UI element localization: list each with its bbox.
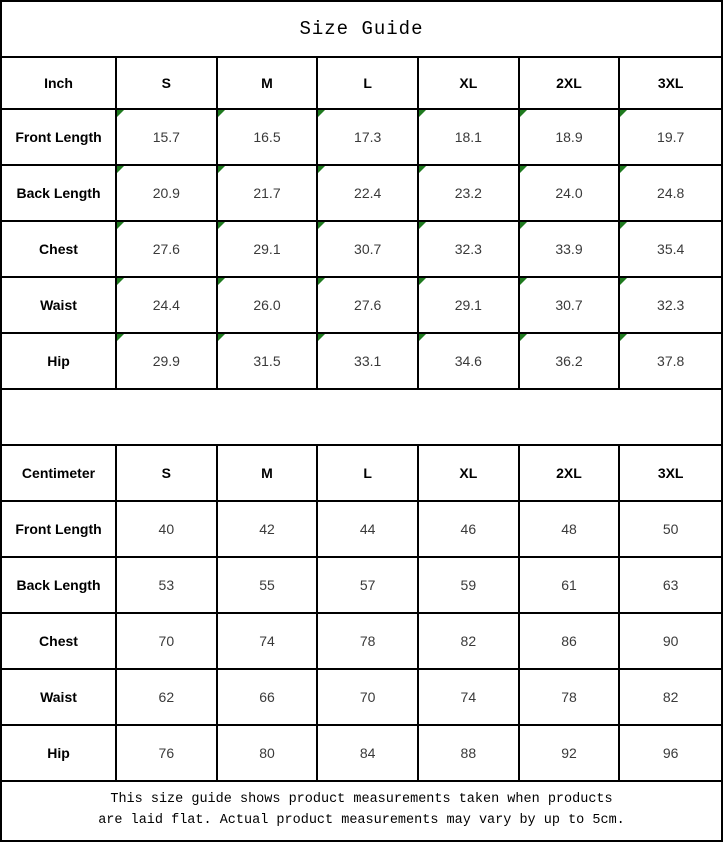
inch-unit-header-cell: Inch [2, 58, 117, 110]
inch-value: 30.7 [555, 297, 583, 313]
inch-value-cell [520, 334, 621, 390]
inch-value: 36.2 [555, 353, 583, 369]
cell-corner-flag-icon [318, 166, 325, 173]
cm-value: 70 [158, 633, 175, 649]
cm-value-cell [419, 614, 520, 670]
cm-value: 42 [259, 521, 275, 537]
cm-value-cell [117, 614, 218, 670]
inch-value: 19.7 [657, 129, 685, 145]
inch-value: 32.3 [657, 297, 685, 313]
cm-value: 96 [662, 745, 679, 761]
inch-value-cell [218, 278, 319, 334]
cell-corner-flag-icon [117, 110, 124, 117]
cm-value: 48 [561, 521, 577, 537]
cell-corner-flag-icon [318, 222, 325, 229]
inch-value: 29.1 [253, 241, 281, 257]
cm-row-label-chest: Chest [2, 614, 117, 670]
cell-corner-flag-icon [218, 334, 225, 341]
cell-corner-flag-icon [419, 278, 426, 285]
cm-value: 78 [359, 633, 376, 649]
inch-size-header-s: S [117, 58, 218, 110]
cell-corner-flag-icon [218, 222, 225, 229]
cell-corner-flag-icon [520, 334, 527, 341]
inch-value: 32.3 [454, 241, 482, 257]
cm-size-header-l: L [318, 446, 419, 502]
inch-value: 21.7 [253, 185, 281, 201]
footer-note [2, 782, 721, 840]
cell-corner-flag-icon [318, 110, 325, 117]
cell-corner-flag-icon [620, 334, 627, 341]
cm-value-cell [620, 558, 721, 614]
inch-row-label-back-length: Back Length [2, 166, 117, 222]
cm-value: 82 [662, 689, 679, 705]
cm-value: 80 [259, 745, 275, 761]
cm-value-cell [218, 726, 319, 782]
cm-value: 84 [359, 745, 376, 761]
cm-value-cell [318, 726, 419, 782]
inch-value-cell [318, 166, 419, 222]
inch-row-label-chest: Chest [2, 222, 117, 278]
inch-row-label-front-length: Front Length [2, 110, 117, 166]
cm-value: 63 [662, 577, 679, 593]
cm-value-cell [620, 726, 721, 782]
inch-value-cell [520, 166, 621, 222]
cm-value-cell [117, 726, 218, 782]
cell-corner-flag-icon [620, 166, 627, 173]
inch-value-cell [218, 166, 319, 222]
cm-value: 76 [158, 745, 175, 761]
cm-value: 78 [561, 689, 577, 705]
inch-value: 15.7 [152, 129, 180, 145]
cm-value-cell [218, 558, 319, 614]
cm-size-header-m: M [218, 446, 319, 502]
cm-value: 40 [158, 521, 175, 537]
cm-value: 46 [460, 521, 477, 537]
inch-value-cell [318, 278, 419, 334]
cm-value: 66 [259, 689, 275, 705]
table-spacer [2, 390, 721, 446]
cm-value-cell [419, 670, 520, 726]
cm-value-cell [620, 614, 721, 670]
cm-value: 53 [158, 577, 175, 593]
cell-corner-flag-icon [520, 278, 527, 285]
inch-value-cell [218, 334, 319, 390]
inch-value: 20.9 [152, 185, 180, 201]
inch-value-cell [620, 166, 721, 222]
inch-value-cell [419, 334, 520, 390]
cell-corner-flag-icon [520, 166, 527, 173]
cm-value: 62 [158, 689, 175, 705]
inch-value-cell [620, 222, 721, 278]
inch-value: 31.5 [253, 353, 281, 369]
inch-value: 26.0 [253, 297, 281, 313]
inch-value: 24.8 [657, 185, 685, 201]
cm-value-cell [419, 726, 520, 782]
inch-value: 29.1 [454, 297, 482, 313]
inch-value-cell [218, 110, 319, 166]
inch-value: 33.9 [555, 241, 583, 257]
cm-size-header-xl: XL [419, 446, 520, 502]
cell-corner-flag-icon [218, 166, 225, 173]
footer-note-line: This size guide shows product measurements taken when products [110, 792, 613, 808]
cell-corner-flag-icon [218, 110, 225, 117]
inch-value: 34.6 [454, 353, 482, 369]
inch-value-cell [218, 222, 319, 278]
inch-value: 37.8 [657, 353, 685, 369]
size-guide-title: Size Guide [2, 2, 721, 58]
cm-value-cell [318, 670, 419, 726]
cm-value-cell [318, 614, 419, 670]
cm-value: 88 [460, 745, 477, 761]
cm-value-cell [117, 670, 218, 726]
cm-value: 57 [359, 577, 376, 593]
inch-size-header-l: L [318, 58, 419, 110]
cm-value: 61 [561, 577, 577, 593]
inch-value: 29.9 [152, 353, 180, 369]
inch-value-cell [620, 278, 721, 334]
cell-corner-flag-icon [419, 222, 426, 229]
cm-row-label-hip: Hip [2, 726, 117, 782]
cell-corner-flag-icon [117, 166, 124, 173]
cm-value-cell [520, 726, 621, 782]
cm-value: 70 [359, 689, 376, 705]
cell-corner-flag-icon [318, 278, 325, 285]
inch-value-cell [117, 278, 218, 334]
cm-value: 90 [662, 633, 679, 649]
cm-value-cell [117, 558, 218, 614]
inch-value: 23.2 [454, 185, 482, 201]
inch-row-label-hip: Hip [2, 334, 117, 390]
cm-unit-header-cell: Centimeter [2, 446, 117, 502]
cm-value-cell [520, 670, 621, 726]
cm-value-cell [520, 614, 621, 670]
cm-value: 50 [662, 521, 679, 537]
inch-value-cell [117, 334, 218, 390]
cm-value-cell [218, 502, 319, 558]
cell-corner-flag-icon [419, 166, 426, 173]
cell-corner-flag-icon [218, 278, 225, 285]
inch-value: 27.6 [354, 297, 382, 313]
cm-value-cell [520, 502, 621, 558]
cm-value-cell [218, 670, 319, 726]
inch-value-cell [620, 110, 721, 166]
footer-note-line: are laid flat. Actual product measurements may vary by up to 5cm. [98, 813, 625, 828]
cm-size-header-2xl: 2XL [520, 446, 621, 502]
inch-value: 27.6 [152, 241, 180, 257]
inch-value: 17.3 [354, 129, 382, 145]
cm-value-cell [419, 558, 520, 614]
inch-value-cell [419, 110, 520, 166]
cm-value: 82 [460, 633, 477, 649]
inch-value-cell [117, 222, 218, 278]
cm-value-cell [620, 502, 721, 558]
cell-corner-flag-icon [620, 278, 627, 285]
cm-size-header-s: S [117, 446, 218, 502]
inch-value: 22.4 [354, 185, 382, 201]
inch-size-header-2xl: 2XL [520, 58, 621, 110]
cm-size-header-3xl: 3XL [620, 446, 721, 502]
cell-corner-flag-icon [520, 110, 527, 117]
inch-value-cell [520, 110, 621, 166]
inch-value-cell [318, 110, 419, 166]
cell-corner-flag-icon [318, 334, 325, 341]
cell-corner-flag-icon [620, 110, 627, 117]
inch-value-cell [520, 278, 621, 334]
inch-value-cell [117, 110, 218, 166]
inch-value-cell [620, 334, 721, 390]
inch-value: 18.9 [555, 129, 583, 145]
cm-value: 74 [460, 689, 477, 705]
cm-value: 86 [561, 633, 577, 649]
inch-value: 30.7 [354, 241, 382, 257]
cm-value: 74 [259, 633, 275, 649]
inch-value: 16.5 [253, 129, 281, 145]
inch-value: 33.1 [354, 353, 382, 369]
cm-value: 44 [359, 521, 376, 537]
inch-row-label-waist: Waist [2, 278, 117, 334]
inch-value: 18.1 [454, 129, 482, 145]
cell-corner-flag-icon [520, 222, 527, 229]
cm-value-cell [318, 558, 419, 614]
cell-corner-flag-icon [117, 222, 124, 229]
cm-value-cell [620, 670, 721, 726]
cm-row-label-back-length: Back Length [2, 558, 117, 614]
inch-value-cell [318, 222, 419, 278]
cell-corner-flag-icon [117, 278, 124, 285]
inch-value-cell [419, 278, 520, 334]
inch-value: 24.0 [555, 185, 583, 201]
cell-corner-flag-icon [419, 110, 426, 117]
cm-row-label-waist: Waist [2, 670, 117, 726]
inch-size-header-3xl: 3XL [620, 58, 721, 110]
cell-corner-flag-icon [419, 334, 426, 341]
inch-value-cell [318, 334, 419, 390]
cm-value: 59 [460, 577, 477, 593]
inch-value-cell [419, 166, 520, 222]
cm-value-cell [218, 614, 319, 670]
cm-value-cell [318, 502, 419, 558]
cm-value: 55 [259, 577, 275, 593]
cell-corner-flag-icon [620, 222, 627, 229]
cm-value-cell [520, 558, 621, 614]
inch-size-header-xl: XL [419, 58, 520, 110]
inch-value-cell [520, 222, 621, 278]
inch-value: 24.4 [152, 297, 180, 313]
cm-value: 92 [561, 745, 577, 761]
inch-value-cell [419, 222, 520, 278]
inch-value: 35.4 [657, 241, 685, 257]
inch-value-cell [117, 166, 218, 222]
inch-size-header-m: M [218, 58, 319, 110]
cm-row-label-front-length: Front Length [2, 502, 117, 558]
cell-corner-flag-icon [117, 334, 124, 341]
cm-value-cell [419, 502, 520, 558]
cm-value-cell [117, 502, 218, 558]
